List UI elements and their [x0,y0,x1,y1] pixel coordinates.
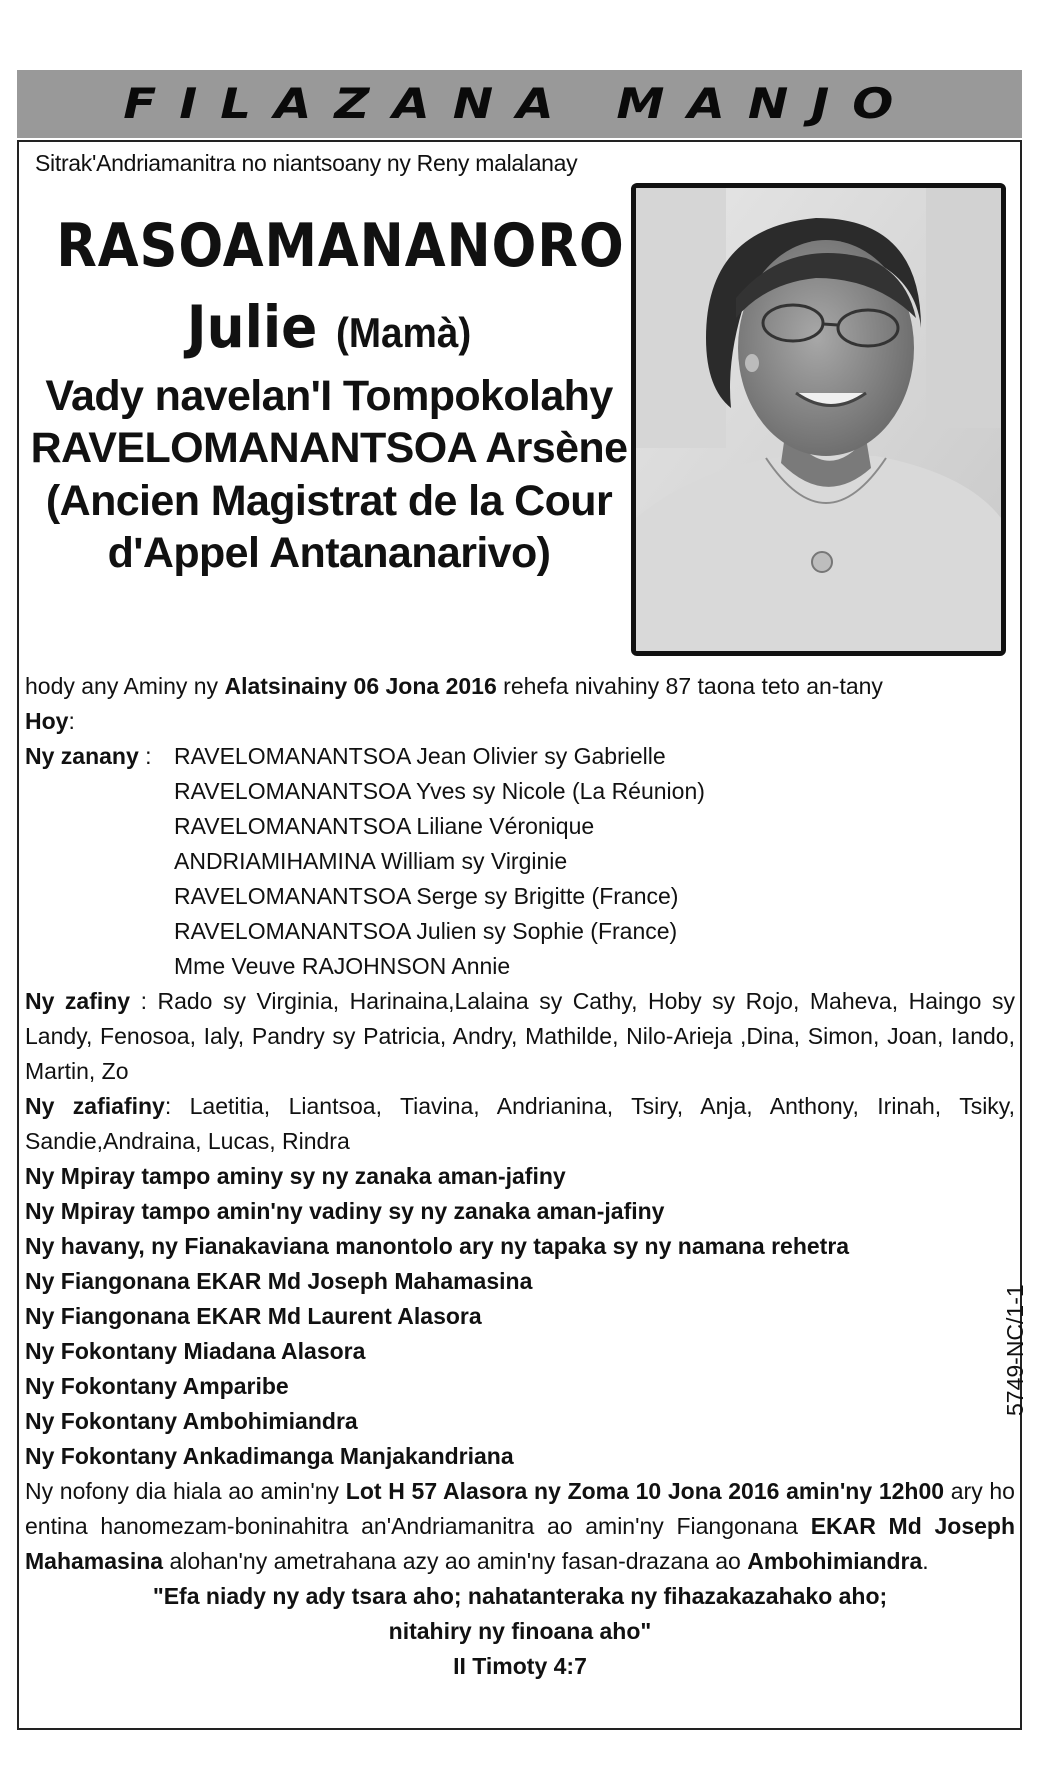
great-grandchildren-paragraph [25,1089,1015,1159]
spouse-line-3: (Ancien Magistrat de la Cour [45,477,613,525]
verse-reference: II Timoty 4:7 [453,1653,587,1679]
family-group-item: Ny Fokontany Amparibe [25,1373,289,1399]
great-grandchildren-label: Ny zafiafiny [25,1093,165,1119]
burial-text-4: . [922,1548,929,1574]
great-grandchildren-names: : Laetitia, Liantsoa, Tiavina, Andrianina, Tsiry, Anja, Anthony, Irinah, Tsiky, Sandie,Andraina, Lucas, Rindra [25,1093,1015,1154]
hoy-line [25,704,1015,739]
spouse-line-2: RAVELOMANANTSOA Arsène [30,424,628,472]
child-item: ANDRIAMIHAMINA William sy Virginie [174,848,568,874]
child-item: RAVELOMANANTSOA Jean Olivier sy Gabrielle [174,743,666,769]
grandchildren-names: : Rado sy Virginia, Harinaina,Lalaina sy Cathy, Hoby sy Rojo, Maheva, Haingo sy Landy, Fenosoa, Ialy, Pandry sy Patricia, Andry, Mathilde, Nilo-Arieja ,Dina, Simon, Joan, Iando, Martin, Zo [25,988,1015,1084]
family-group-item: Ny Fokontany Ankadimanga Manjakandriana [25,1443,514,1469]
family-group-item: Ny Fiangonana EKAR Md Laurent Alasora [25,1303,482,1329]
children-sep: : [138,743,152,769]
death-prefix: hody any Aminy ny [25,673,225,699]
banner-title: FILAZANA MANJO [122,79,917,128]
death-line [25,669,1015,704]
spouse-line-4: d'Appel Antananarivo) [107,529,551,577]
grandchildren-paragraph [25,984,1015,1089]
child-item: RAVELOMANANTSOA Yves sy Nicole (La Réunion) [174,778,705,804]
family-group-item: Ny Fiangonana EKAR Md Joseph Mahamasina [25,1268,533,1294]
deceased-given-name-line [44,294,614,366]
death-suffix: rehefa nivahiny 87 taona teto an-tany [496,673,883,699]
children-list [25,739,1015,984]
family-group-item: Ny havany, ny Fianakaviana manontolo ary ny tapaka sy ny namana rehetra [25,1233,850,1259]
hoy-label: Hoy [25,708,69,734]
deceased-given-name: Julie [186,293,318,361]
burial-text-1: Ny nofony dia hiala ao amin'ny [25,1478,346,1504]
burial-location-time: Lot H 57 Alasora ny Zoma 10 Jona 2016 amin'ny 12h00 [345,1478,945,1504]
family-group-item: Ny Fokontany Ambohimiandra [25,1408,358,1434]
family-group-item: Ny Fokontany Miadana Alasora [25,1338,366,1364]
reference-code: 5749-NC/1-1 [1002,1284,1028,1416]
burial-paragraph [25,1474,1015,1579]
hoy-colon: : [68,708,75,734]
header-banner [17,70,1022,138]
children-label: Ny zanany [25,743,139,769]
notice-body [25,669,1015,1684]
grandchildren-label: Ny zafiny [25,988,131,1014]
burial-church: EKAR Md Joseph Mahamasina [25,1513,1015,1574]
spouse-line-1: Vady navelan'I Tompokolahy [45,372,613,420]
burial-tomb-place: Ambohimiandra [747,1548,923,1574]
burial-text-2: ary ho entina hanomezam-boninahitra an'Andriamanitra ao amin'ny Fiangonana [25,1478,1015,1539]
obituary-notice [17,70,1028,1730]
child-item: Mme Veuve RAJOHNSON Annie [174,953,511,979]
family-group-item: Ny Mpiray tampo amin'ny vadiny sy ny zanaka aman-jafiny [25,1198,665,1224]
deceased-surname: RASOAMANANORO [56,211,625,281]
burial-text-3: alohan'ny ametrahana azy ao amin'ny fasan-drazana ao [163,1548,748,1574]
notice-frame [17,140,1022,1730]
verse-line-2: nitahiry ny finoana aho" [388,1618,652,1644]
portrait-image [636,188,1001,651]
deceased-nickname: (Mamà) [335,309,472,356]
child-item: RAVELOMANANTSOA Julien sy Sophie (France) [174,918,678,944]
verse-line-1: "Efa niady ny ady tsara aho; nahatanteraka ny fihazakazahako aho; [152,1583,888,1609]
intro-line: Sitrak'Andriamanitra no niantsoany ny Reny malalanay [35,150,578,176]
child-item: RAVELOMANANTSOA Liliane Véronique [174,813,595,839]
death-date: Alatsinainy 06 Jona 2016 [224,673,497,699]
child-item: RAVELOMANANTSOA Serge sy Brigitte (France) [174,883,679,909]
family-group-item: Ny Mpiray tampo aminy sy ny zanaka aman-jafiny [25,1163,566,1189]
portrait-photo [631,183,1006,656]
